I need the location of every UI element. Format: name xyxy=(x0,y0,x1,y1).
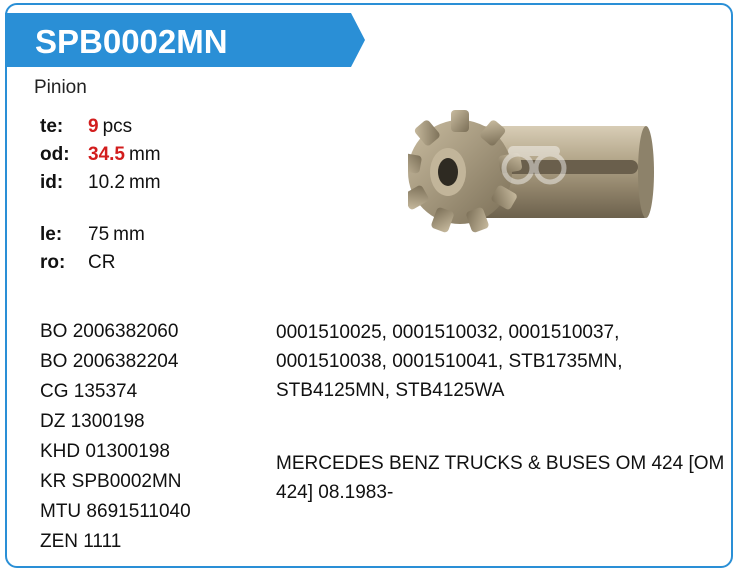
applications: MERCEDES BENZ TRUCKS & BUSES OM 424 [OM 424] 08.1983- xyxy=(276,453,725,503)
list-item: ZEN 1111 xyxy=(40,531,122,552)
list-item: BO 2006382060 xyxy=(40,321,179,342)
list-item: CG 135374 xyxy=(40,381,138,402)
spec-key: od: xyxy=(40,144,70,165)
spec-key: id: xyxy=(40,172,64,193)
spec-value: 10.2 xyxy=(88,172,125,193)
watermark-logo xyxy=(488,142,588,202)
spec-value: 34.5 xyxy=(88,144,125,165)
spec-value: CR xyxy=(88,252,116,273)
spec-row-inner-diameter xyxy=(40,171,161,195)
spec-unit: mm xyxy=(113,224,145,245)
spec-row-rotation xyxy=(40,251,115,275)
spec-key: te: xyxy=(40,116,64,137)
oem-numbers: 0001510025, 0001510032, 0001510037, 0001510038, 0001510041, STB1735MN, STB4125MN, STB4125WA xyxy=(276,322,623,401)
list-item: DZ 1300198 xyxy=(40,411,145,432)
list-item: BO 2006382204 xyxy=(40,351,179,372)
list-item: MTU 8691511040 xyxy=(40,501,191,522)
part-number-banner xyxy=(5,13,365,67)
watermark-graphic xyxy=(488,142,588,202)
list-item: KHD 01300198 xyxy=(40,441,170,462)
spec-key: le: xyxy=(40,224,63,245)
list-item: KR SPB0002MN xyxy=(40,471,182,492)
spec-value: 75 xyxy=(88,224,110,245)
spec-value: 9 xyxy=(88,116,99,137)
spec-row-length xyxy=(40,223,145,247)
spec-unit: mm xyxy=(128,144,161,165)
spec-key: ro: xyxy=(40,252,66,273)
spec-row-teeth xyxy=(40,115,132,139)
product-type: Pinion xyxy=(34,77,87,98)
spec-unit: mm xyxy=(128,172,161,193)
spec-unit: pcs xyxy=(102,116,133,137)
part-number: SPB0002MN xyxy=(35,23,228,60)
spec-row-outer-diameter xyxy=(40,143,161,167)
